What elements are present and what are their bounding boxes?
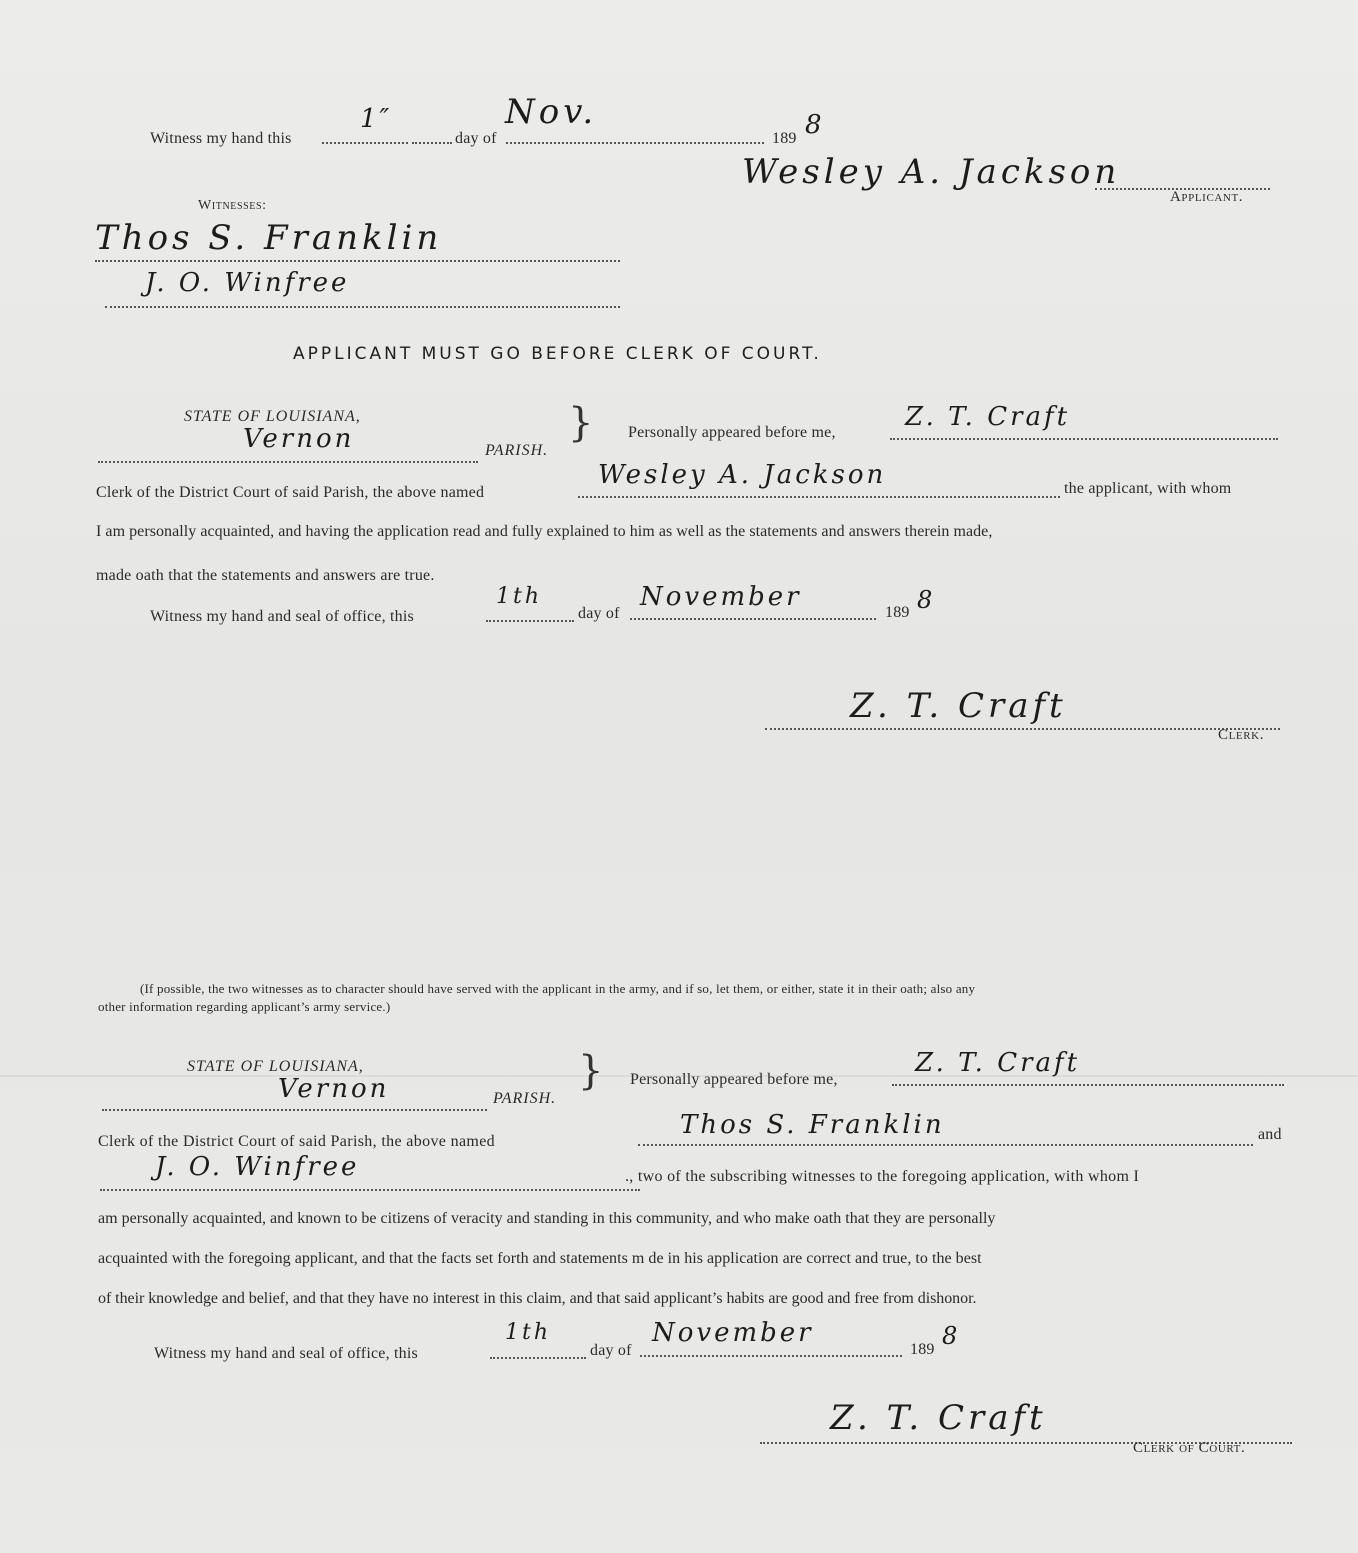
dotted-line: [95, 246, 620, 262]
dotted-line: [1095, 174, 1270, 190]
year-printed: 189: [910, 1341, 935, 1358]
handwritten-day: 1th: [496, 584, 543, 609]
body-text-line: made oath that the statements and answers are true.: [96, 567, 435, 584]
witness-2-signature: J. O. Winfree: [145, 268, 350, 298]
clerk-label: Clerk.: [1218, 727, 1265, 743]
applicant-tail-text: the applicant, with whom: [1064, 480, 1232, 497]
applicant-signature: Wesley A. Jackson: [742, 152, 1121, 192]
witness-1-signature: Thos S. Franklin: [95, 218, 443, 258]
day-of-label: day of: [590, 1342, 632, 1359]
handwritten-clerk-name: Z. T. Craft: [905, 402, 1071, 432]
year-printed: 189: [772, 130, 797, 147]
dotted-line: [490, 1343, 586, 1359]
applicant-label: Applicant.: [1170, 189, 1244, 205]
and-label: and: [1258, 1126, 1282, 1143]
parish-label: PARISH.: [493, 1090, 557, 1107]
brace: }: [578, 1048, 604, 1094]
handwritten-day: 1″: [360, 104, 393, 134]
handwritten-witness-1: Thos S. Franklin: [680, 1110, 945, 1140]
handwritten-month: November: [652, 1318, 814, 1348]
handwritten-year: 8: [942, 1322, 961, 1350]
appeared-label: Personally appeared before me,: [630, 1071, 838, 1088]
seal-witness-label: Witness my hand and seal of office, this: [154, 1345, 418, 1362]
body-text-line: acquainted with the foregoing applicant, and that the facts set forth and statements m de in his application are correct and true, to the best: [98, 1250, 982, 1267]
brace: }: [568, 400, 594, 446]
handwritten-parish: Vernon: [243, 424, 355, 454]
body-text-line: am personally acquainted, and known to be citizens of veracity and standing in this community, and who make oath that they are personally: [98, 1210, 996, 1227]
clerk-of-court-signature: Z. T. Craft: [830, 1398, 1047, 1438]
handwritten-month: November: [640, 582, 802, 612]
appeared-label: Personally appeared before me,: [628, 424, 836, 441]
parish-label: PARISH.: [485, 442, 549, 459]
body-text-line: ., two of the subscribing witnesses to the foregoing application, with whom I: [625, 1168, 1140, 1185]
witnesses-label: Witnesses:: [198, 198, 267, 213]
state-label: STATE OF LOUISIANA,: [187, 1058, 364, 1075]
note-line: (If possible, the two witnesses as to character should have served with the applicant in the army, and if so, let them, or either, state it in their oath; also any: [140, 981, 976, 996]
handwritten-year: 8: [805, 110, 825, 140]
witness-hand-label: Witness my hand this: [150, 130, 292, 147]
seal-witness-label: Witness my hand and seal of office, this: [150, 608, 414, 625]
day-of-label: day of: [578, 605, 620, 622]
clerk-line-label: Clerk of the District Court of said Parish, the above named: [98, 1133, 496, 1150]
handwritten-day: 1th: [505, 1320, 552, 1345]
body-text-line: of their knowledge and belief, and that they have no interest in this claim, and that said applicant’s habits are good and free from dishonor.: [98, 1290, 977, 1307]
handwritten-clerk-name: Z. T. Craft: [915, 1048, 1081, 1078]
handwritten-witness-2: J. O. Winfree: [155, 1152, 360, 1182]
dotted-line: [105, 292, 620, 308]
dotted-line: [412, 128, 452, 144]
year-printed: 189: [885, 604, 910, 621]
handwritten-year: 8: [917, 586, 936, 614]
handwritten-month: Nov.: [505, 92, 598, 132]
section-heading: APPLICANT MUST GO BEFORE CLERK OF COURT.: [293, 344, 822, 364]
body-text-line: I am personally acquainted, and having the application read and fully explained to him as well as the statements and answers therein made,: [96, 523, 993, 540]
state-label: STATE OF LOUISIANA,: [184, 408, 361, 425]
clerk-of-court-label: Clerk of Court.: [1133, 1440, 1246, 1456]
note-line: other information regarding applicant’s army service.): [98, 999, 391, 1014]
clerk-signature: Z. T. Craft: [850, 686, 1067, 726]
clerk-line-label: Clerk of the District Court of said Parish, the above named: [96, 484, 485, 501]
handwritten-parish: Vernon: [278, 1074, 390, 1104]
day-of-label: day of: [455, 130, 497, 147]
handwritten-applicant-name: Wesley A. Jackson: [598, 460, 887, 490]
